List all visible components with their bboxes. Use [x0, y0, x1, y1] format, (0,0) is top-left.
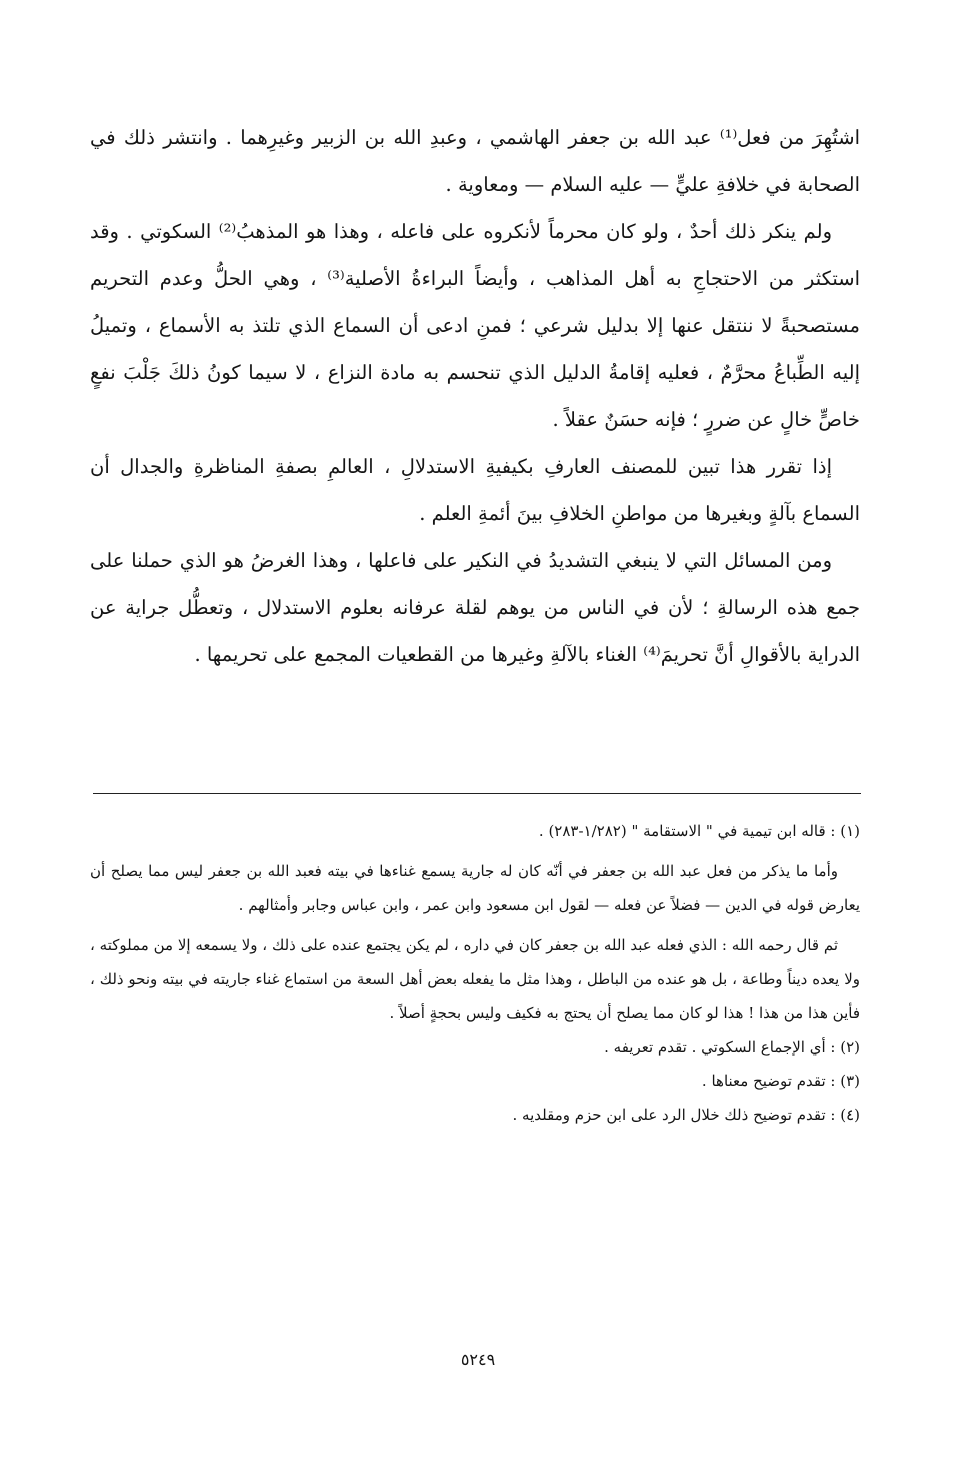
paragraph-3: إذا تقرر هذا تبين للمصنف العارفِ بكيفيةِ الاستدلالِ ، العالمِ بصفةِ المناظرةِ والجدال أن السماع بآلةٍ وبغيرها من مواطنِ الخلافِ بينَ أئمةِ العلم .: [90, 455, 860, 525]
footnote-1-quote-2: ثم قال رحمه الله : الذي فعله عبد الله بن جعفر كان في داره ، لم يكن يجتمع عنده على ذلك ، ولا يسمعه إلا من مملوكته ، ولا يعده ديناً وطاعة ، بل هو عنده من الباطل ، وهذا مثل ما يفعله بعض أهل السعة من استماع غناء جاريته في بيته ونحو ذلك ، فأين هذا من هذا ! هذا لو كان مما يصلح أن يحتج به فكيف وليس بحجةٍ أصلاً .: [90, 936, 860, 1022]
paragraph-2: ولم ينكر ذلك أحدٌ ، ولو كان محرماً لأنكروه على فاعله ، وهذا هو المذهبُ⁽²⁾ السكوتي . وقد استكثر من الاحتجاجِ به أهل المذاهب ، وأيضاً البراءةُ الأصلية⁽³⁾ ، وهي الحلُّ وعدم التحريم مستصحبةً لا ننتقل عنها إلا بدليل شرعي ؛ فمنِ ادعى أن السماع الذي تلتذ به الأسماع ، وتميلُ إليه الطِّباعُ محرَّمٌ ، فعليه إقامةُ الدليل الذي تنحسم به مادة النزاع ، لا سيما كونُ ذلكَ جَلْبَ نفعٍ خاصٍّ خالٍ عن ضررٍ ؛ فإنه حسَنٌ عقلاً .: [90, 220, 860, 431]
footnote-separator: [93, 793, 861, 794]
paragraph-4: ومن المسائل التي لا ينبغي التشديدُ في النكير على فاعلها ، وهذا الغرضُ هو الذي حملنا على جمع هذه الرسالةِ ؛ لأن في الناس من يوهم لقلة عرفانه بعلوم الاستدلال ، وتعطُّل جراية عن الدراية بالأقوالِ أنَّ تحريمَ⁽⁴⁾ الغناء بالآلةِ وغيرها من القطعيات المجمع على تحريمها .: [90, 549, 860, 666]
footnotes: [90, 814, 860, 1132]
footnote-2: (٢) : أي الإجماع السكوتي . تقدم تعريفه .: [604, 1038, 860, 1056]
footnote-3: (٣) : تقدم توضيح معناها .: [701, 1072, 860, 1090]
footnote-1-quote-1: وأما ما يذكر من فعل عبد الله بن جعفر في أنّه كان له جارية يسمع غناءها في بيته فعبد الله بن جعفر ليس مما يصلح أن يعارض قوله في الدين — فضلاً عن فعله — لقول ابن مسعود وابن عمر ، وابن عباس وجابر وأمثالهم .: [90, 862, 860, 914]
footnote-4: (٤) : تقدم توضيح ذلك خلال الرد على ابن حزم ومقلديه .: [512, 1106, 860, 1124]
main-text: [90, 114, 860, 678]
paragraph-1: اشتُهِرَ من فعل⁽¹⁾ عبد الله بن جعفر الهاشمي ، وعبدِ الله بن الزبير وغيرِهما . وانتشر ذلك في الصحابة في خلافةِ عليٍّ — عليه السلام — ومعاوية .: [90, 126, 860, 196]
footnote-1: (١) : قاله ابن تيمية في " الاستقامة " (١/٢٨٢-٢٨٣) .: [538, 822, 860, 840]
page-number: ٥٢٤٩: [460, 1350, 496, 1369]
